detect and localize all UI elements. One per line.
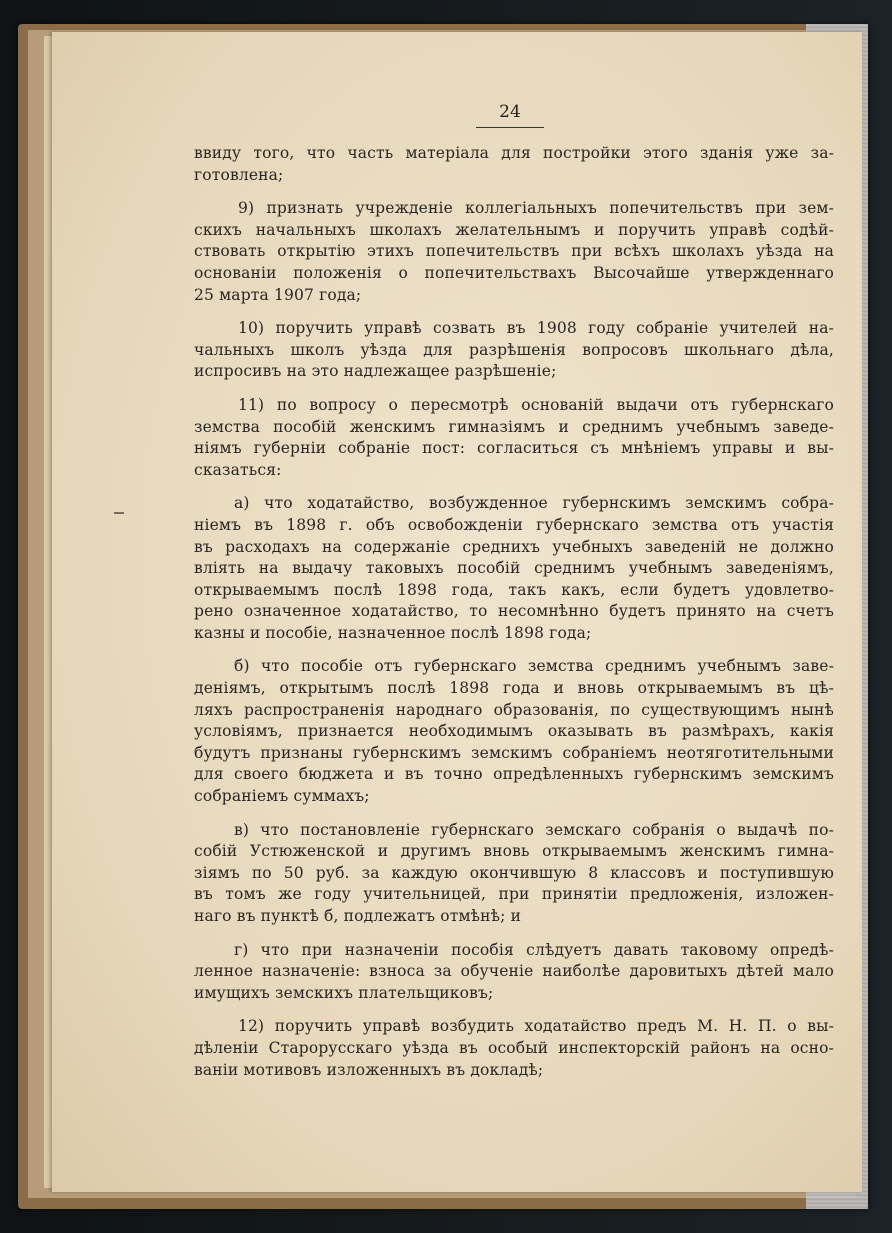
text-line: г) что при назначеніи пособія слѣдуетъ давать таковому опредѣ- — [234, 940, 834, 959]
text-line: ствовать открытію этихъ попечительствъ при всѣхъ школахъ уѣзда на — [194, 242, 834, 261]
text-line: 10) поручить управѣ созвать въ 1908 году собраніе учителей на- — [238, 319, 834, 338]
paragraph-subitem-b — [194, 656, 834, 807]
text-line: в) что постановленіе губернскаго земскаго собранія о выдачѣ по- — [234, 820, 834, 839]
paragraph-subitem-v — [194, 820, 834, 928]
text-line: а) что ходатайство, возбужденное губернскимъ земскимъ собра- — [234, 494, 834, 513]
paragraph-subitem-g — [194, 940, 834, 1005]
text-line: зіямъ по 50 руб. за каждую окончившую 8 классовъ и поступившую — [194, 863, 834, 882]
page-number: 24 — [499, 102, 521, 122]
paragraph-item-11 — [194, 395, 834, 481]
text-line: ваніи мотивовъ изложенныхъ въ докладѣ; — [194, 1060, 544, 1079]
text-line: испросивъ на это надлежащее разрѣшеніе; — [194, 362, 557, 381]
text-line: рено означенное ходатайство, то несомнѣнно будетъ принято на счетъ — [194, 602, 834, 621]
paragraph-item-9 — [194, 198, 834, 306]
text-line: 25 марта 1907 года; — [194, 285, 362, 304]
paragraph-subitem-a — [194, 493, 834, 644]
text-line: сказаться: — [194, 460, 282, 479]
text-line: въ томъ же году учительницей, при принятіи предложенія, изложен- — [194, 885, 834, 904]
text-line: ніямъ губерніи собраніе пост: согласиться съ мнѣніемъ управы и вы- — [194, 439, 834, 458]
text-line: основаніи положенія о попечительствахъ Высочайше утвержденнаго — [194, 263, 834, 282]
text-line: земства пособій женскимъ гимназіямъ и среднимъ учебнымъ заведе- — [194, 417, 834, 436]
document-body — [194, 143, 834, 1093]
text-line: ляхъ распространенія народнаго образованія, по существующимъ нынѣ — [194, 700, 834, 719]
text-line: готовлена; — [194, 165, 284, 184]
text-line: чальныхъ школъ уѣзда для разрѣшенія вопросовъ школьнаго дѣла, — [194, 340, 834, 359]
paragraph-continuation — [194, 143, 834, 186]
text-line: деніямъ, открытымъ послѣ 1898 года и вновь открываемымъ въ цѣ- — [194, 679, 834, 698]
text-line: собій Устюженской и другимъ вновь открываемымъ женскимъ гимна- — [194, 842, 834, 861]
margin-mark — [114, 512, 124, 514]
paragraph-item-10 — [194, 318, 834, 383]
text-line: въ расходахъ на содержаніе среднихъ учебныхъ заведеній не должно — [194, 537, 834, 556]
text-line: 9) признать учрежденіе коллегіальныхъ попечительствъ при зем- — [238, 199, 834, 218]
text-line: собраніемъ суммахъ; — [194, 787, 370, 806]
text-line: 11) по вопросу о пересмотрѣ основаній выдачи отъ губернскаго — [238, 395, 834, 414]
text-line: вліять на выдачу таковыхъ пособій среднимъ учебнымъ заведеніямъ, — [194, 559, 834, 578]
text-line: будутъ признаны губернскимъ земскимъ собраніемъ неотяготительными — [194, 743, 834, 762]
text-line: б) что пособіе отъ губернскаго земства среднимъ учебнымъ заве- — [234, 657, 834, 676]
text-line: открываемымъ послѣ 1898 года, такъ какъ, если будетъ удовлетво- — [194, 580, 834, 599]
text-line: 12) поручить управѣ возбудить ходатайство предъ М. Н. П. о вы- — [238, 1017, 834, 1036]
text-line: условіямъ, признается необходимымъ оказывать въ размѣрахъ, какія — [194, 722, 834, 741]
paragraph-item-12 — [194, 1016, 834, 1081]
text-line: дѣленіи Старорусскаго уѣзда въ особый инспекторскій районъ на осно- — [194, 1038, 834, 1057]
text-line: скихъ начальныхъ школахъ желательнымъ и поручить управѣ содѣй- — [194, 220, 834, 239]
page-number-rule — [476, 127, 544, 128]
text-line: ввиду того, что часть матеріала для постройки этого зданія уже за- — [194, 144, 834, 162]
text-line: казны и пособіе, назначенное послѣ 1898 года; — [194, 623, 592, 642]
text-line: ніемъ въ 1898 г. объ освобожденіи губернскаго земства отъ участія — [194, 515, 834, 534]
text-line: наго въ пунктѣ б, подлежатъ отмѣнѣ; и — [194, 907, 522, 925]
text-line: ленное назначеніе: взноса за обученіе наиболѣе даровитыхъ дѣтей мало — [194, 962, 834, 981]
text-line: имущихъ земскихъ плательщиковъ; — [194, 983, 494, 1002]
text-line: для своего бюджета и въ точно опредѣленныхъ губернскимъ земскимъ — [194, 765, 834, 784]
